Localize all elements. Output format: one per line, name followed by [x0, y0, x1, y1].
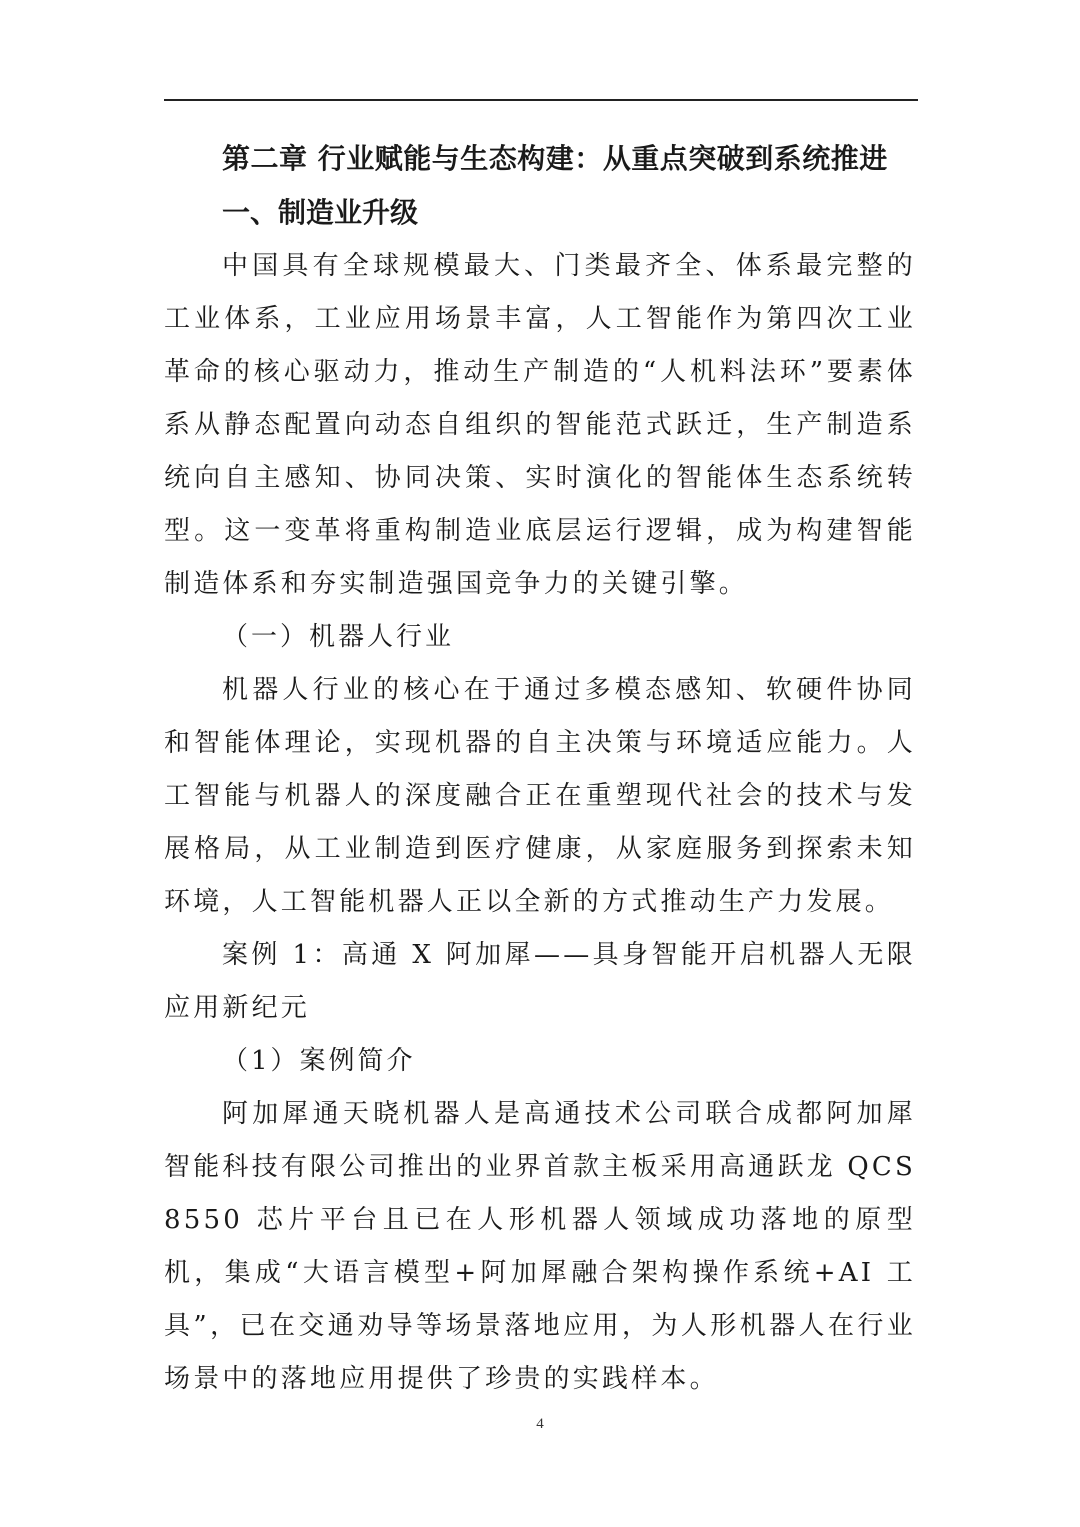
- page-number: 4: [536, 1416, 544, 1432]
- chapter-title: 第二章 行业赋能与生态构建：从重点突破到系统推进: [222, 142, 888, 175]
- header-rule: [164, 99, 918, 101]
- case-intro-heading: （1）案例简介: [222, 1046, 416, 1076]
- case-title: 案例 1：高通 X 阿加犀——具身智能开启机器人无限应用新纪元: [164, 940, 916, 1023]
- robot-paragraph: 机器人行业的核心在于通过多模态感知、软硬件协同和智能体理论，实现机器的自主决策与环境适应能力。人工智能与机器人的深度融合正在重塑现代社会的技术与发展格局，从工业制造到医疗健康，从家庭服务到探索未知环境，人工智能机器人正以全新的方式推动生产力发展。: [164, 675, 916, 917]
- section-title: 一、制造业升级: [222, 196, 419, 229]
- intro-paragraph: 中国具有全球规模最大、门类最齐全、体系最完整的工业体系，工业应用场景丰富，人工智能作为第四次工业革命的核心驱动力，推动生产制造的“人机料法环”要素体系从静态配置向动态自组织的智能范式跃迁，生产制造系统向自主感知、协同决策、实时演化的智能体生态系统转型。这一变革将重构制造业底层运行逻辑，成为构建智能制造体系和夯实制造强国竞争力的关键引擎。: [164, 251, 916, 599]
- subsection-title: （一）机器人行业: [222, 622, 455, 652]
- page-content: [164, 132, 916, 1406]
- case-paragraph: 阿加犀通天晓机器人是高通技术公司联合成都阿加犀智能科技有限公司推出的业界首款主板采用高通跃龙 QCS8550 芯片平台且已在人形机器人领域成功落地的原型机，集成“大语言模型+阿加犀融合架构操作系统+AI 工具”，已在交通劝导等场景落地应用，为人形机器人在行业场景中的落地应用提供了珍贵的实践样本。: [164, 1099, 916, 1394]
